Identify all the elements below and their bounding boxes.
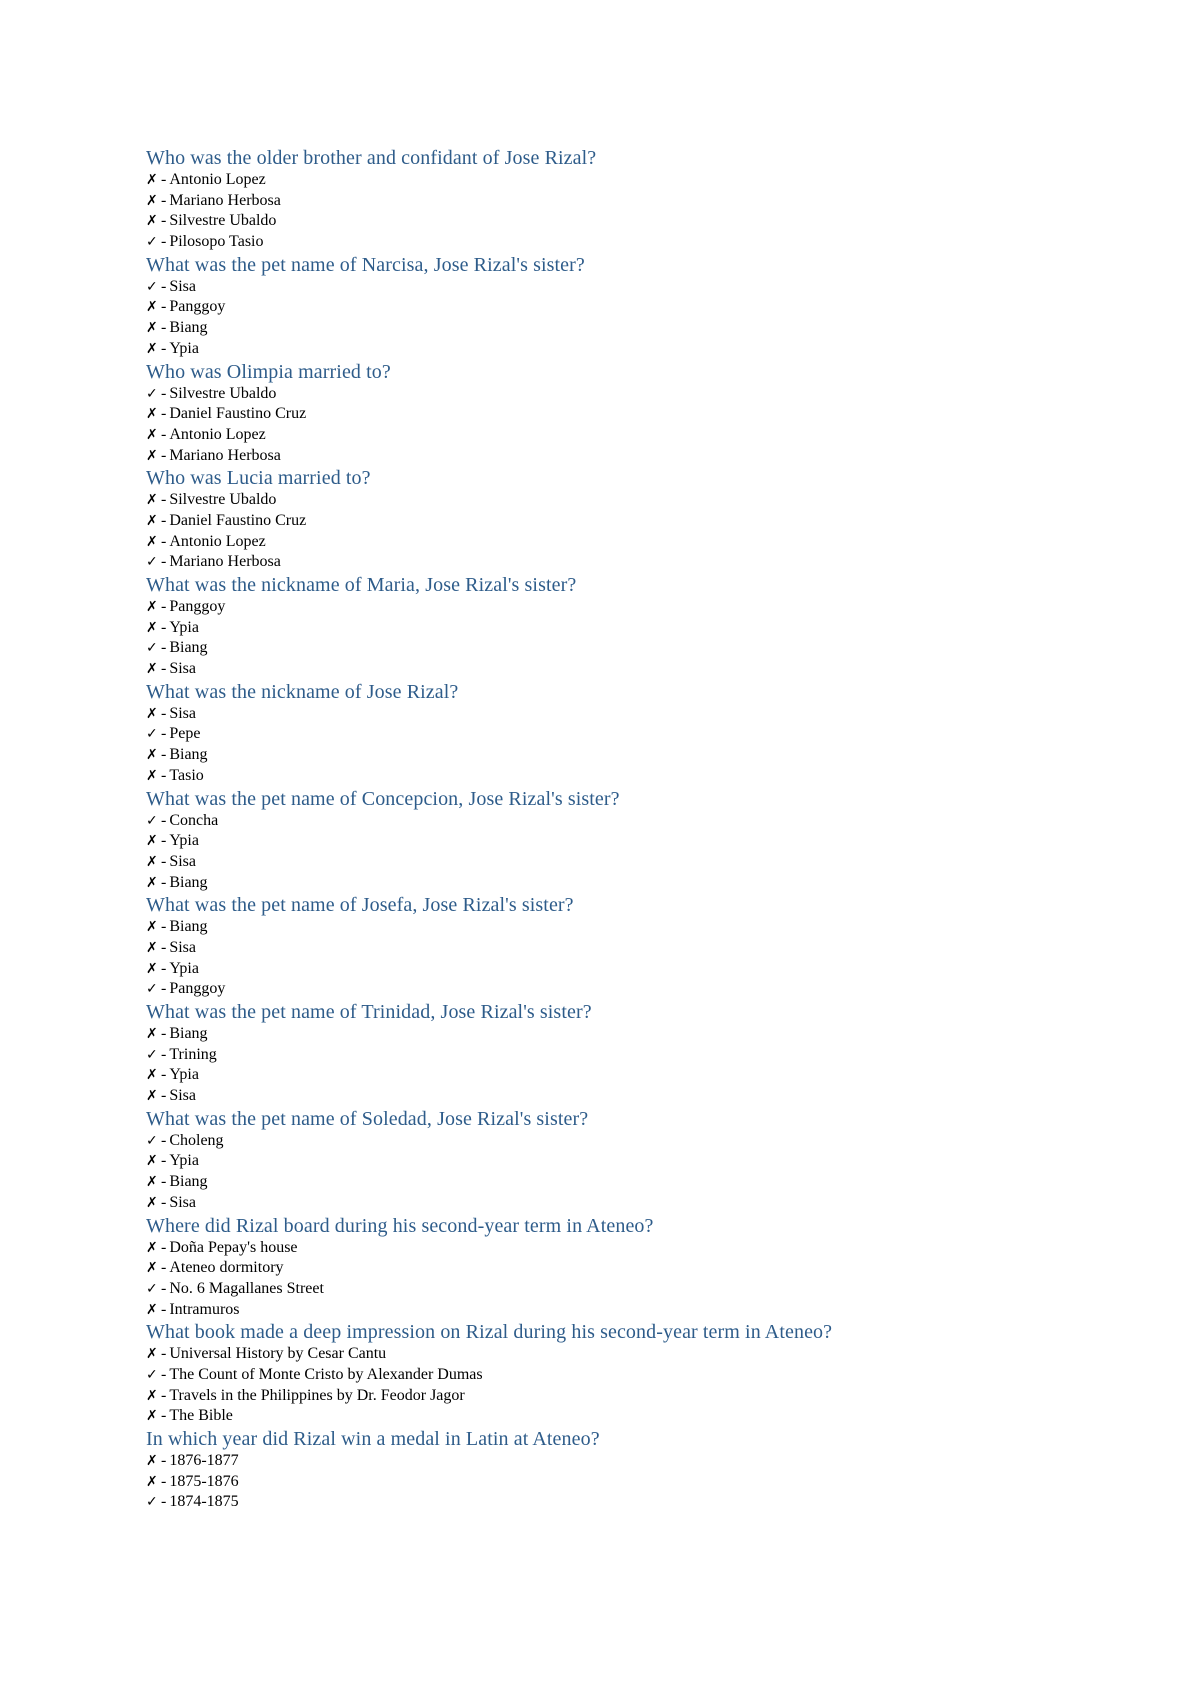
answer-text: Biang	[169, 319, 208, 337]
check-mark-icon: ✓	[146, 1280, 158, 1297]
question-block-6	[146, 680, 1146, 787]
cross-mark-icon: ✗	[146, 747, 158, 764]
answer-separator: -	[161, 852, 167, 870]
answer-text: Pilosopo Tasio	[169, 233, 264, 251]
answer-item	[146, 490, 1146, 511]
answer-list	[146, 811, 1146, 894]
answer-list	[146, 277, 1146, 360]
answer-separator: -	[161, 233, 167, 251]
answer-text: Panggoy	[169, 598, 226, 615]
answer-list	[146, 917, 1146, 1000]
answer-text: Daniel Faustino Cruz	[169, 405, 307, 423]
answer-item	[146, 917, 1146, 938]
answer-text: Intramuros	[169, 1300, 240, 1318]
answer-separator: -	[161, 725, 167, 743]
cross-mark-icon: ✗	[146, 1387, 158, 1404]
answer-separator: -	[161, 873, 167, 891]
check-mark-icon: ✓	[146, 981, 158, 998]
cross-mark-icon: ✗	[146, 661, 158, 678]
answer-separator: -	[161, 1238, 167, 1256]
answer-separator: -	[161, 1386, 167, 1404]
answer-separator: -	[161, 339, 167, 357]
answer-list	[146, 490, 1146, 573]
answer-text: Ypia	[169, 339, 199, 357]
answer-text: Antonio Lopez	[169, 532, 266, 550]
answer-item	[146, 1492, 1146, 1513]
answer-separator: -	[161, 1193, 167, 1211]
cross-mark-icon: ✗	[146, 1260, 158, 1277]
answer-item	[146, 852, 1146, 873]
answer-item	[146, 1172, 1146, 1193]
answer-item	[146, 1065, 1146, 1086]
answer-item	[146, 1386, 1146, 1407]
answer-text: 1876-1877	[169, 1452, 239, 1469]
answer-text: Ypia	[169, 832, 199, 850]
answer-item	[146, 232, 1146, 253]
question-text: Who was Lucia married to?	[146, 467, 371, 490]
answer-text: Biang	[169, 746, 208, 764]
cross-mark-icon: ✗	[146, 1301, 158, 1318]
cross-mark-icon: ✗	[146, 406, 158, 423]
answer-item	[146, 811, 1146, 832]
answer-separator: -	[161, 1452, 167, 1469]
cross-mark-icon: ✗	[146, 426, 158, 443]
answer-list	[146, 384, 1146, 467]
cross-mark-icon: ✗	[146, 1067, 158, 1084]
answer-separator: -	[161, 704, 167, 722]
answer-item	[146, 979, 1146, 1000]
cross-mark-icon: ✗	[146, 192, 158, 209]
answer-item	[146, 938, 1146, 959]
answer-separator: -	[161, 319, 167, 337]
answer-separator: -	[161, 405, 167, 423]
answer-text: Biang	[169, 1025, 208, 1042]
answer-item	[146, 638, 1146, 659]
cross-mark-icon: ✗	[146, 1346, 158, 1363]
answer-text: Sisa	[169, 852, 196, 870]
answer-separator: -	[161, 1066, 167, 1084]
cross-mark-icon: ✗	[146, 320, 158, 337]
question-block-10	[146, 1107, 1146, 1214]
answer-list	[146, 704, 1146, 787]
answer-text: Ypia	[169, 1152, 199, 1170]
answer-separator: -	[161, 1045, 167, 1063]
question-block-12	[146, 1320, 1146, 1427]
answer-separator: -	[161, 746, 167, 764]
answer-item	[146, 831, 1146, 852]
answer-item	[146, 339, 1146, 360]
answer-item	[146, 1258, 1146, 1279]
answer-text: 1875-1876	[169, 1472, 239, 1490]
question-block-11	[146, 1214, 1146, 1321]
answer-separator: -	[161, 171, 167, 188]
answer-item	[146, 1344, 1146, 1365]
answer-list	[146, 597, 1146, 680]
cross-mark-icon: ✗	[146, 1088, 158, 1105]
question-text: What was the pet name of Narcisa, Jose Rizal's sister?	[146, 253, 585, 276]
answer-separator: -	[161, 766, 167, 784]
cross-mark-icon: ✗	[146, 1153, 158, 1170]
cross-mark-icon: ✗	[146, 1453, 158, 1469]
answer-text: Ypia	[169, 959, 199, 977]
answer-separator: -	[161, 491, 167, 509]
question-text: Where did Rizal board during his second-year term in Ateneo?	[146, 1214, 654, 1237]
cross-mark-icon: ✗	[146, 340, 158, 357]
answer-text: The Count of Monte Cristo by Alexander Dumas	[169, 1365, 483, 1383]
answer-separator: -	[161, 1300, 167, 1318]
question-text: What was the pet name of Josefa, Jose Rizal's sister?	[146, 894, 574, 917]
answer-separator: -	[161, 1131, 167, 1149]
cross-mark-icon: ✗	[146, 172, 158, 188]
answer-list	[146, 1131, 1146, 1214]
answer-item	[146, 959, 1146, 980]
answer-text: Silvestre Ubaldo	[169, 491, 277, 509]
answer-text: Silvestre Ubaldo	[169, 384, 277, 402]
question-text: What was the pet name of Concepcion, Jose Rizal's sister?	[146, 787, 620, 810]
cross-mark-icon: ✗	[146, 599, 158, 615]
check-mark-icon: ✓	[146, 1046, 158, 1063]
question-block-1	[146, 146, 1146, 253]
answer-text: Mariano Herbosa	[169, 553, 281, 571]
answer-separator: -	[161, 277, 167, 295]
cross-mark-icon: ✗	[146, 1174, 158, 1191]
question-block-8	[146, 893, 1146, 1000]
answer-text: Sisa	[169, 938, 196, 956]
answer-list	[146, 1238, 1146, 1321]
answer-item	[146, 1451, 1146, 1472]
answer-item	[146, 1193, 1146, 1214]
answer-text: Travels in the Philippines by Dr. Feodor Jagor	[169, 1386, 465, 1404]
answer-item	[146, 1045, 1146, 1066]
answer-item	[146, 277, 1146, 298]
answer-separator: -	[161, 1279, 167, 1297]
cross-mark-icon: ✗	[146, 939, 158, 956]
answer-separator: -	[161, 1173, 167, 1191]
answer-separator: -	[161, 959, 167, 977]
answer-separator: -	[161, 425, 167, 443]
answer-list	[146, 1451, 1146, 1513]
answer-separator: -	[161, 553, 167, 571]
answer-item	[146, 1151, 1146, 1172]
answer-separator: -	[161, 384, 167, 402]
answer-separator: -	[161, 1472, 167, 1490]
check-mark-icon: ✓	[146, 726, 158, 743]
cross-mark-icon: ✗	[146, 919, 158, 936]
cross-mark-icon: ✗	[146, 213, 158, 230]
answer-item	[146, 425, 1146, 446]
question-block-2	[146, 253, 1146, 360]
answer-separator: -	[161, 1493, 167, 1511]
answer-item	[146, 1472, 1146, 1493]
answer-separator: -	[161, 532, 167, 550]
answer-text: Sisa	[169, 660, 196, 678]
answer-text: Ypia	[169, 1066, 199, 1084]
answer-text: No. 6 Magallanes Street	[169, 1279, 324, 1297]
answer-item	[146, 1300, 1146, 1321]
cross-mark-icon: ✗	[146, 1473, 158, 1490]
cross-mark-icon: ✗	[146, 492, 158, 509]
answer-item	[146, 1279, 1146, 1300]
answer-separator: -	[161, 191, 167, 209]
check-mark-icon: ✓	[146, 554, 158, 571]
answer-text: Sisa	[169, 704, 196, 722]
answer-text: Antonio Lopez	[169, 425, 266, 443]
answer-separator: -	[161, 618, 167, 636]
answer-item	[146, 618, 1146, 639]
answer-text: Daniel Faustino Cruz	[169, 511, 307, 529]
answer-text: Mariano Herbosa	[169, 446, 281, 464]
answer-item	[146, 191, 1146, 212]
answer-text: The Bible	[169, 1407, 233, 1425]
answer-list	[146, 1024, 1146, 1107]
question-text: What was the nickname of Maria, Jose Rizal's sister?	[146, 574, 577, 596]
answer-text: Biang	[169, 918, 208, 936]
cross-mark-icon: ✗	[146, 1194, 158, 1211]
answer-text: Pepe	[169, 725, 201, 743]
answer-separator: -	[161, 1407, 167, 1425]
question-block-5	[146, 573, 1146, 680]
check-mark-icon: ✓	[146, 1132, 158, 1149]
answer-item	[146, 873, 1146, 894]
cross-mark-icon: ✗	[146, 960, 158, 977]
answer-text: Sisa	[169, 277, 196, 295]
answer-text: Silvestre Ubaldo	[169, 212, 277, 230]
question-block-9	[146, 1000, 1146, 1107]
answer-item	[146, 170, 1146, 191]
cross-mark-icon: ✗	[146, 1239, 158, 1256]
answer-list	[146, 1344, 1146, 1427]
answer-separator: -	[161, 511, 167, 529]
answer-text: Biang	[169, 1173, 208, 1191]
answer-separator: -	[161, 980, 167, 998]
question-text: What was the pet name of Soledad, Jose Rizal's sister?	[146, 1107, 589, 1130]
answer-text: Trining	[169, 1045, 217, 1063]
answer-item	[146, 1406, 1146, 1427]
answer-item	[146, 384, 1146, 405]
answer-text: Ateneo dormitory	[169, 1259, 284, 1277]
check-mark-icon: ✓	[146, 812, 158, 829]
answer-separator: -	[161, 832, 167, 850]
cross-mark-icon: ✗	[146, 833, 158, 850]
cross-mark-icon: ✗	[146, 533, 158, 550]
cross-mark-icon: ✗	[146, 619, 158, 636]
quiz-document	[146, 146, 1146, 1513]
answer-text: Mariano Herbosa	[169, 191, 281, 209]
answer-separator: -	[161, 1152, 167, 1170]
answer-item	[146, 597, 1146, 618]
answer-text: Antonio Lopez	[169, 171, 266, 188]
answer-separator: -	[161, 1025, 167, 1042]
answer-separator: -	[161, 1345, 167, 1363]
question-block-3	[146, 360, 1146, 467]
check-mark-icon: ✓	[146, 1366, 158, 1383]
answer-item	[146, 1086, 1146, 1107]
answer-separator: -	[161, 938, 167, 956]
answer-item	[146, 1131, 1146, 1152]
cross-mark-icon: ✗	[146, 1026, 158, 1042]
cross-mark-icon: ✗	[146, 512, 158, 529]
question-list	[146, 146, 1146, 1513]
answer-separator: -	[161, 660, 167, 678]
cross-mark-icon: ✗	[146, 767, 158, 784]
answer-item	[146, 297, 1146, 318]
question-text: In which year did Rizal win a medal in Latin at Ateneo?	[146, 1428, 600, 1450]
answer-text: Tasio	[169, 766, 204, 784]
answer-text: Panggoy	[169, 980, 226, 998]
answer-item	[146, 446, 1146, 467]
answer-text: Concha	[169, 811, 219, 829]
answer-separator: -	[161, 639, 167, 657]
cross-mark-icon: ✗	[146, 447, 158, 464]
answer-separator: -	[161, 918, 167, 936]
answer-text: Choleng	[169, 1131, 224, 1149]
cross-mark-icon: ✗	[146, 1408, 158, 1425]
answer-item	[146, 1024, 1146, 1045]
answer-item	[146, 745, 1146, 766]
question-text: What was the nickname of Jose Rizal?	[146, 680, 459, 703]
question-block-7	[146, 787, 1146, 894]
answer-text: Panggoy	[169, 298, 226, 316]
answer-item	[146, 724, 1146, 745]
answer-separator: -	[161, 598, 167, 615]
check-mark-icon: ✓	[146, 234, 158, 251]
answer-text: Sisa	[169, 1193, 196, 1211]
answer-text: Doña Pepay's house	[169, 1238, 298, 1256]
answer-item	[146, 552, 1146, 573]
cross-mark-icon: ✗	[146, 299, 158, 316]
answer-list	[146, 170, 1146, 253]
answer-item	[146, 211, 1146, 232]
answer-item	[146, 532, 1146, 553]
question-text: What was the pet name of Trinidad, Jose Rizal's sister?	[146, 1001, 592, 1023]
answer-separator: -	[161, 298, 167, 316]
question-text: What book made a deep impression on Rizal during his second-year term in Ateneo?	[146, 1321, 833, 1344]
answer-text: Sisa	[169, 1087, 196, 1105]
answer-text: Biang	[169, 639, 208, 657]
answer-item	[146, 511, 1146, 532]
answer-separator: -	[161, 212, 167, 230]
answer-separator: -	[161, 1259, 167, 1277]
answer-item	[146, 659, 1146, 680]
answer-separator: -	[161, 446, 167, 464]
answer-item	[146, 404, 1146, 425]
check-mark-icon: ✓	[146, 385, 158, 402]
answer-separator: -	[161, 811, 167, 829]
cross-mark-icon: ✗	[146, 874, 158, 891]
answer-item	[146, 704, 1146, 725]
question-text: Who was the older brother and confidant of Jose Rizal?	[146, 147, 597, 169]
check-mark-icon: ✓	[146, 1494, 158, 1511]
answer-item	[146, 766, 1146, 787]
answer-text: Ypia	[169, 618, 199, 636]
question-text: Who was Olimpia married to?	[146, 360, 391, 383]
answer-text: Biang	[169, 873, 208, 891]
answer-separator: -	[161, 1365, 167, 1383]
answer-text: Universal History by Cesar Cantu	[169, 1345, 387, 1363]
answer-item	[146, 1238, 1146, 1259]
answer-item	[146, 1365, 1146, 1386]
answer-text: 1874-1875	[169, 1493, 239, 1511]
check-mark-icon: ✓	[146, 640, 158, 657]
question-block-13	[146, 1427, 1146, 1513]
cross-mark-icon: ✗	[146, 705, 158, 722]
question-block-4	[146, 466, 1146, 573]
answer-separator: -	[161, 1087, 167, 1105]
check-mark-icon: ✓	[146, 278, 158, 295]
cross-mark-icon: ✗	[146, 853, 158, 870]
answer-item	[146, 318, 1146, 339]
